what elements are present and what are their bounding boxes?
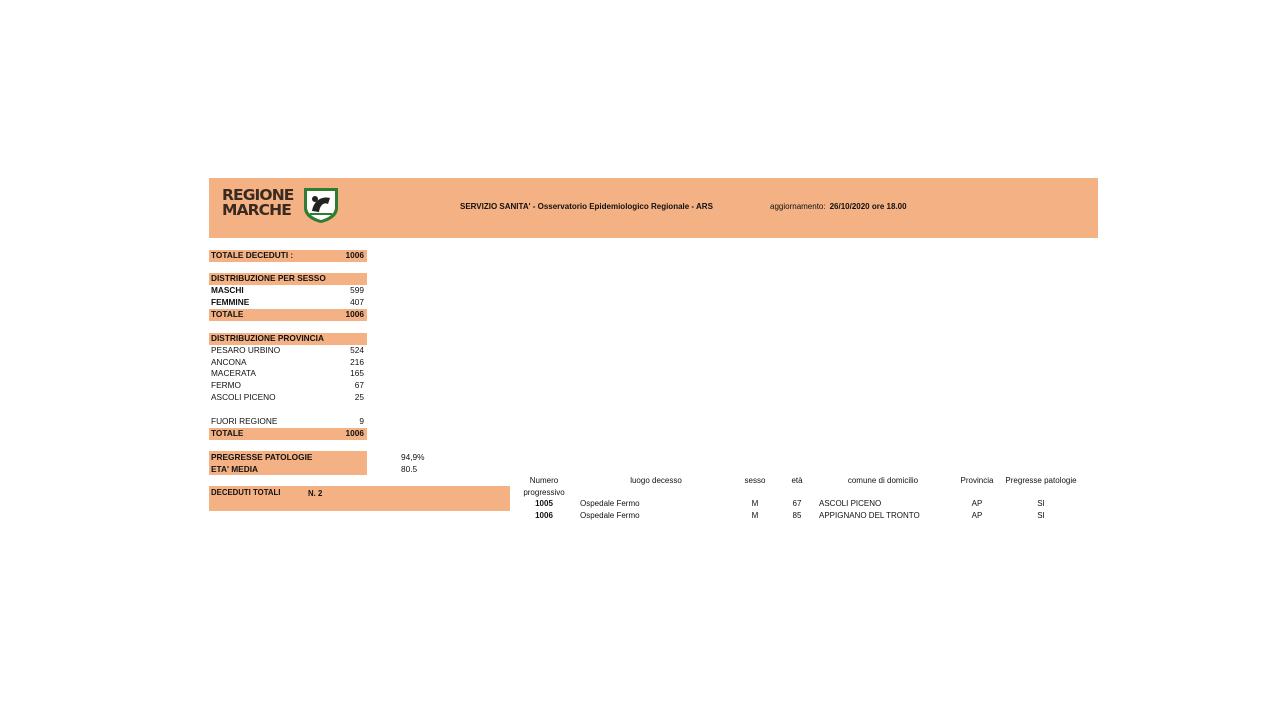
province-value-pesaro: 524 [350, 345, 364, 355]
pathologies-value: 94,9% [401, 452, 425, 462]
province-value-macerata: 165 [350, 368, 364, 378]
service-title: SERVIZIO SANITA' - Osservatorio Epidemiologico Regionale - ARS [460, 202, 713, 211]
sex-label-male: MASCHI [211, 285, 244, 295]
province-total-value: 1006 [345, 428, 364, 438]
row-number: 1006 [535, 511, 553, 520]
row-place: Ospedale Fermo [580, 511, 640, 520]
sex-value-male: 599 [350, 285, 364, 295]
outside-region-label: FUORI REGIONE [211, 416, 278, 426]
update-label: aggiornamento: [770, 202, 826, 211]
row-pathologies: SI [1037, 511, 1045, 520]
row-sex: M [751, 499, 759, 508]
row-province: AP [971, 499, 983, 508]
row-age: 85 [792, 511, 802, 520]
col-header-place: luogo decesso [630, 476, 682, 485]
province-value-ascoli: 25 [354, 392, 364, 402]
row-pathologies: SI [1037, 499, 1045, 508]
row-sex: M [751, 511, 759, 520]
sex-title: DISTRIBUZIONE PER SESSO [211, 273, 326, 283]
province-value-ancona: 216 [350, 357, 364, 367]
sex-label-female: FEMMINE [211, 297, 250, 307]
row-province: AP [971, 511, 983, 520]
average-age-label: ETA' MEDIA [211, 464, 258, 474]
deaths-total-label: DECEDUTI TOTALI [211, 488, 281, 497]
update-value: 26/10/2020 ore 18.00 [829, 202, 907, 211]
logo-line1: REGIONE [222, 186, 294, 204]
province-label-fermo: FERMO [211, 380, 241, 390]
sex-total-label: TOTALE [211, 309, 244, 319]
average-age-value: 80.5 [401, 464, 418, 474]
col-header-pathologies: Pregresse patologie [1005, 476, 1077, 485]
logo-line2: MARCHE [222, 201, 291, 219]
row-town: ASCOLI PICENO [819, 499, 882, 508]
col-header-number-line1: Numero [529, 476, 559, 485]
province-label-macerata: MACERATA [211, 368, 256, 378]
col-header-sex: sesso [744, 476, 766, 485]
province-label-ancona: ANCONA [211, 357, 247, 367]
col-header-age: età [791, 476, 803, 485]
province-value-fermo: 67 [354, 380, 364, 390]
province-total-label: TOTALE [211, 428, 244, 438]
province-title: DISTRIBUZIONE PROVINCIA [211, 333, 324, 343]
col-header-province: Provincia [960, 476, 994, 485]
row-age: 67 [792, 499, 802, 508]
sex-total-value: 1006 [345, 309, 364, 319]
province-label-ascoli: ASCOLI PICENO [211, 392, 276, 402]
pathologies-label: PREGRESSE PATOLOGIE [211, 452, 313, 462]
col-header-number-line2: progressivo [523, 487, 565, 497]
regione-marche-logo [222, 186, 342, 224]
total-deaths-label: TOTALE DECEDUTI : [211, 250, 294, 260]
outside-region-value: 9 [359, 416, 364, 426]
sex-value-female: 407 [350, 297, 364, 307]
update-info [770, 202, 907, 211]
deaths-total-count: N. 2 [308, 489, 323, 498]
col-header-number [516, 475, 572, 498]
province-label-pesaro: PESARO URBINO [211, 345, 281, 355]
col-header-town: comune di domicilio [847, 476, 919, 485]
row-place: Ospedale Fermo [580, 499, 640, 508]
row-number: 1005 [535, 499, 553, 508]
shield-icon [302, 186, 340, 224]
total-deaths-value: 1006 [345, 250, 364, 260]
row-town: APPIGNANO DEL TRONTO [819, 511, 920, 520]
